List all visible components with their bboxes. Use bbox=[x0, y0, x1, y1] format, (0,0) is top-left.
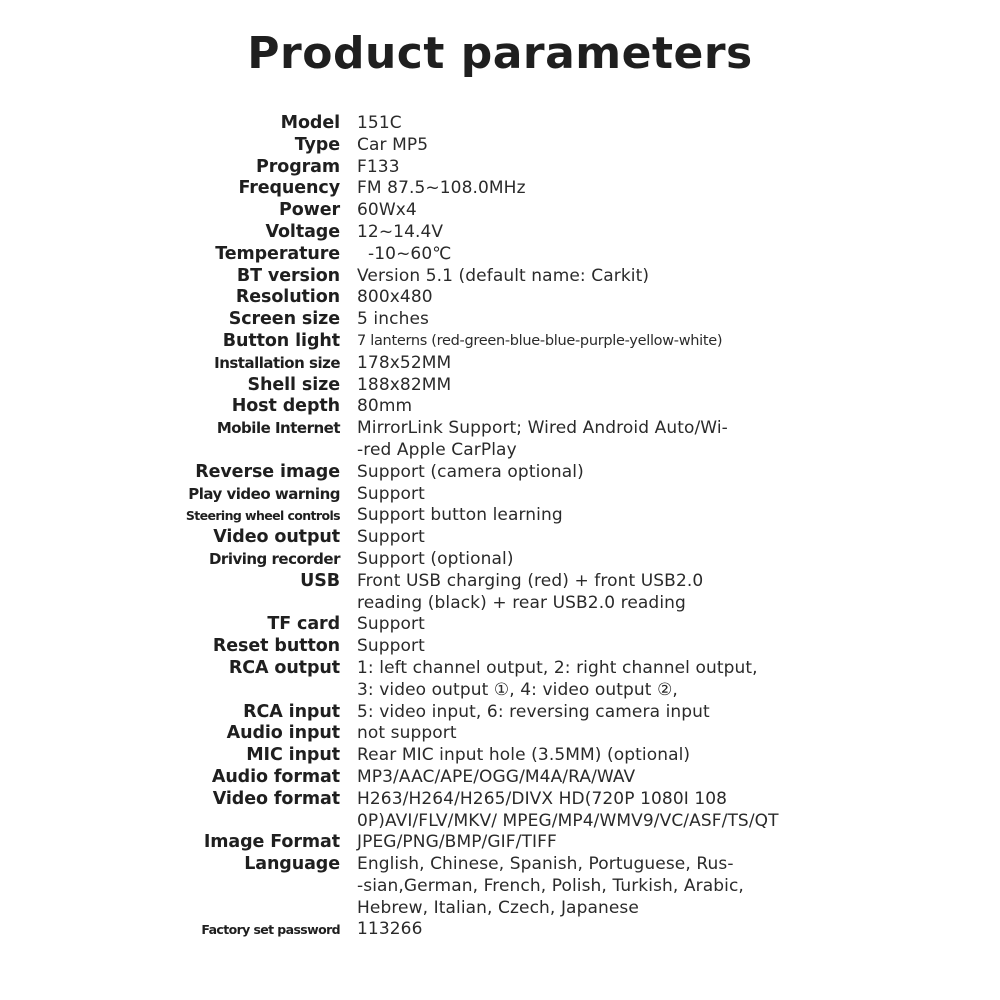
spec-label: Driving recorder bbox=[208, 549, 340, 568]
spec-value bbox=[357, 462, 797, 484]
spec-value-line: English, Chinese, Spanish, Portuguese, Rus- bbox=[357, 854, 734, 875]
spec-label: Video format bbox=[212, 788, 340, 809]
spec-label: RCA output bbox=[228, 657, 340, 678]
spec-row bbox=[0, 527, 1000, 549]
spec-value-line: Version 5.1 (default name: Carkit) bbox=[357, 265, 650, 286]
spec-value bbox=[357, 418, 797, 462]
spec-label: Installation size bbox=[214, 353, 340, 372]
spec-value-line: Support bbox=[357, 483, 425, 504]
spec-label: TF card bbox=[267, 614, 340, 635]
spec-row bbox=[0, 549, 1000, 571]
spec-label: Play video warning bbox=[188, 484, 340, 503]
spec-value-line: 800x480 bbox=[357, 287, 433, 308]
spec-value-line: 1: left channel output, 2: right channel output, bbox=[357, 657, 758, 678]
spec-value-line: Rear MIC input hole (3.5MM) (optional) bbox=[357, 745, 691, 766]
spec-value bbox=[357, 178, 797, 200]
spec-label: Video output bbox=[213, 527, 340, 548]
spec-value-line: 188x82MM bbox=[357, 374, 452, 395]
spec-value-line: Support (optional) bbox=[357, 548, 514, 569]
spec-row bbox=[0, 919, 1000, 941]
spec-value-line: Hebrew, Italian, Czech, Japanese bbox=[357, 897, 639, 918]
spec-value-line: 60Wx4 bbox=[357, 200, 417, 221]
spec-label: USB bbox=[300, 570, 340, 591]
spec-row bbox=[0, 614, 1000, 636]
spec-value bbox=[357, 789, 797, 833]
spec-value bbox=[357, 919, 797, 941]
spec-label: Screen size bbox=[228, 309, 340, 330]
spec-label: RCA input bbox=[243, 701, 340, 722]
spec-value-line: 151C bbox=[357, 113, 402, 133]
spec-value-line: -red Apple CarPlay bbox=[357, 439, 517, 460]
spec-row bbox=[0, 113, 1000, 135]
spec-label: Power bbox=[278, 200, 340, 221]
spec-row bbox=[0, 767, 1000, 789]
spec-label: Shell size bbox=[247, 374, 340, 395]
spec-label: Frequency bbox=[238, 178, 340, 199]
spec-value bbox=[357, 571, 797, 615]
spec-value-line: Support bbox=[357, 636, 425, 657]
spec-value-line: FM 87.5~108.0MHz bbox=[357, 178, 526, 199]
spec-row bbox=[0, 396, 1000, 418]
spec-value bbox=[357, 527, 797, 549]
spec-value bbox=[357, 549, 797, 571]
spec-value bbox=[357, 222, 797, 244]
spec-value bbox=[357, 723, 797, 745]
spec-label: Language bbox=[244, 854, 340, 875]
spec-table bbox=[0, 113, 1000, 941]
spec-label: Type bbox=[294, 134, 340, 155]
spec-value bbox=[357, 702, 797, 724]
page-title: Product parameters bbox=[247, 28, 753, 79]
spec-value bbox=[357, 309, 797, 331]
spec-row bbox=[0, 222, 1000, 244]
spec-value bbox=[357, 331, 797, 353]
spec-row bbox=[0, 178, 1000, 200]
spec-value-line: MirrorLink Support; Wired Android Auto/Wi- bbox=[357, 418, 728, 439]
spec-value-line: 5: video input, 6: reversing camera input bbox=[357, 701, 710, 722]
spec-value-line: Support bbox=[357, 614, 425, 635]
spec-label: Mobile Internet bbox=[216, 419, 340, 438]
spec-value-line: reading (black) + rear USB2.0 reading bbox=[357, 592, 686, 613]
spec-value-line: -10~60℃ bbox=[357, 243, 452, 264]
spec-label: Program bbox=[256, 156, 340, 177]
spec-value bbox=[357, 745, 797, 767]
spec-value-line: MP3/AAC/APE/OGG/M4A/RA/WAV bbox=[357, 766, 636, 787]
spec-value-line: 113266 bbox=[357, 919, 423, 940]
spec-row bbox=[0, 484, 1000, 506]
spec-row bbox=[0, 418, 1000, 462]
spec-row bbox=[0, 854, 1000, 919]
spec-value bbox=[357, 854, 797, 919]
spec-value-line: 178x52MM bbox=[357, 352, 452, 373]
spec-label: Reset button bbox=[212, 636, 340, 657]
spec-value-line: JPEG/PNG/BMP/GIF/TIFF bbox=[357, 832, 557, 853]
spec-row bbox=[0, 636, 1000, 658]
spec-row bbox=[0, 331, 1000, 353]
spec-value bbox=[357, 484, 797, 506]
spec-row bbox=[0, 135, 1000, 157]
spec-label: Audio format bbox=[211, 766, 340, 787]
spec-value-line: Support bbox=[357, 527, 425, 548]
spec-row bbox=[0, 462, 1000, 484]
spec-value bbox=[357, 614, 797, 636]
spec-row bbox=[0, 745, 1000, 767]
spec-value bbox=[357, 135, 797, 157]
spec-value bbox=[357, 505, 797, 527]
spec-label: Voltage bbox=[265, 221, 340, 242]
spec-label: Button light bbox=[222, 330, 340, 351]
spec-label: Model bbox=[280, 113, 340, 133]
spec-value-line: 3: video output ①, 4: video output ②, bbox=[357, 679, 678, 700]
spec-value bbox=[357, 113, 797, 135]
spec-row bbox=[0, 287, 1000, 309]
spec-label: Temperature bbox=[215, 243, 340, 264]
spec-row bbox=[0, 375, 1000, 397]
spec-value-line: Support (camera optional) bbox=[357, 461, 584, 482]
spec-label: Image Format bbox=[203, 832, 340, 853]
spec-value-line: F133 bbox=[357, 156, 400, 177]
spec-value bbox=[357, 636, 797, 658]
spec-row bbox=[0, 571, 1000, 615]
spec-row bbox=[0, 353, 1000, 375]
spec-label: Audio input bbox=[226, 723, 340, 744]
spec-value-line: 5 inches bbox=[357, 309, 429, 330]
spec-label: Reverse image bbox=[195, 461, 340, 482]
spec-value bbox=[357, 244, 797, 266]
spec-row bbox=[0, 702, 1000, 724]
spec-label: Resolution bbox=[235, 287, 340, 308]
spec-value-line: H263/H264/H265/DIVX HD(720P 1080I 108 bbox=[357, 788, 728, 809]
spec-value bbox=[357, 266, 797, 288]
spec-row bbox=[0, 832, 1000, 854]
spec-label: MIC input bbox=[246, 745, 340, 766]
spec-value-line: Car MP5 bbox=[357, 134, 429, 155]
spec-label: Steering wheel controls bbox=[185, 508, 340, 524]
spec-value bbox=[357, 658, 797, 702]
spec-row bbox=[0, 157, 1000, 179]
spec-row bbox=[0, 723, 1000, 745]
spec-row bbox=[0, 505, 1000, 527]
spec-row bbox=[0, 309, 1000, 331]
spec-value-line: -sian,German, French, Polish, Turkish, Arabic, bbox=[357, 875, 744, 896]
spec-row bbox=[0, 658, 1000, 702]
spec-value bbox=[357, 767, 797, 789]
spec-row bbox=[0, 244, 1000, 266]
spec-value bbox=[357, 832, 797, 854]
spec-row bbox=[0, 789, 1000, 833]
spec-value bbox=[357, 157, 797, 179]
spec-value-line: 12~14.4V bbox=[357, 221, 444, 242]
spec-value-line: not support bbox=[357, 723, 457, 744]
spec-value-line: 7 lanterns (red-green-blue-blue-purple-yellow-white) bbox=[357, 332, 723, 349]
spec-value bbox=[357, 287, 797, 309]
spec-value bbox=[357, 200, 797, 222]
spec-row bbox=[0, 266, 1000, 288]
spec-value bbox=[357, 396, 797, 418]
spec-label: Host depth bbox=[231, 396, 340, 417]
spec-row bbox=[0, 200, 1000, 222]
spec-value-line: 80mm bbox=[357, 396, 413, 417]
spec-label: BT version bbox=[236, 265, 340, 286]
spec-value bbox=[357, 375, 797, 397]
spec-value-line: Support button learning bbox=[357, 505, 563, 526]
spec-value bbox=[357, 353, 797, 375]
spec-label: Factory set password bbox=[201, 922, 340, 938]
spec-value-line: Front USB charging (red) + front USB2.0 bbox=[357, 570, 704, 591]
spec-value-line: 0P)AVI/FLV/MKV/ MPEG/MP4/WMV9/VC/ASF/TS/QT bbox=[357, 810, 779, 831]
